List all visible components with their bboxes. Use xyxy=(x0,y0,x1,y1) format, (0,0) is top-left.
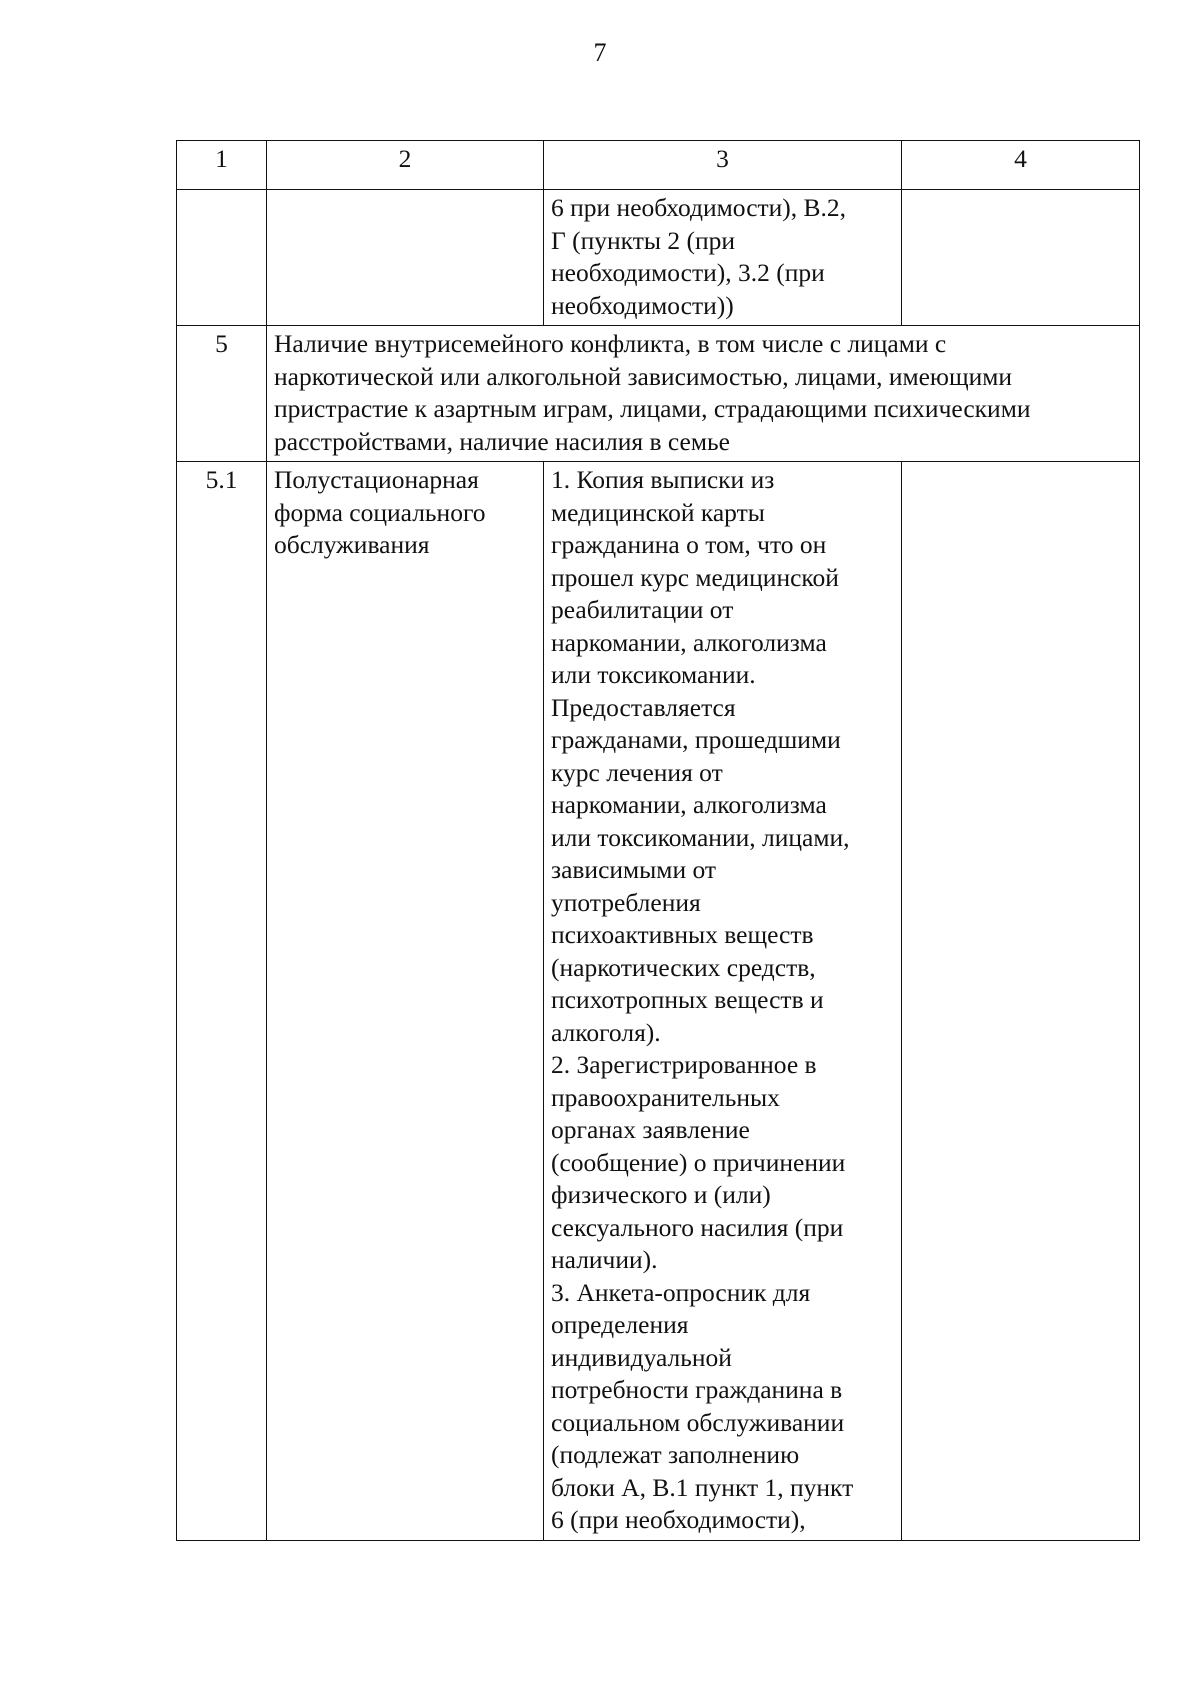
text-line: (наркотических средств, xyxy=(551,952,816,982)
text-line: Г (пункты 2 (при xyxy=(551,225,736,255)
text-line: или токсикомании. xyxy=(551,660,756,689)
notes-cell xyxy=(902,462,1140,1541)
required-documents-cell xyxy=(544,462,902,1541)
text-line: индивидуальной xyxy=(551,1342,732,1372)
text-line: определения xyxy=(551,1310,689,1339)
text-line: 6 при необходимости), В.2, xyxy=(551,193,847,222)
text-line: употребления xyxy=(551,887,701,917)
text-line: прошел курс медицинской xyxy=(551,562,839,592)
subsection-row xyxy=(177,462,1140,1541)
section-row xyxy=(177,326,1140,462)
text-line: 3. Анкета-опросник для xyxy=(551,1277,811,1307)
section-number: 5 xyxy=(177,326,267,462)
header-cell-2: 2 xyxy=(267,141,544,190)
text-line: Предоставляется xyxy=(551,692,736,722)
text-line: зависимыми от xyxy=(551,855,717,884)
text-line: алкоголя). xyxy=(551,1017,661,1047)
header-cell-3: 3 xyxy=(544,141,902,190)
text-line: наркомании, алкоголизма xyxy=(551,790,827,819)
row-cell-form xyxy=(267,190,544,326)
text-line: сексуального насилия (при xyxy=(551,1212,844,1242)
header-cell-1: 1 xyxy=(177,141,267,190)
text-line: пристрастие к азартным играм, лицами, страдающими психическими xyxy=(274,394,1031,423)
table-row xyxy=(177,190,1140,326)
service-form-cell xyxy=(267,462,544,1541)
text-line: обслуживания xyxy=(274,530,430,559)
text-line: курс лечения от xyxy=(551,757,723,787)
text-line: наличии). xyxy=(551,1245,658,1274)
text-line: реабилитации от xyxy=(551,595,734,624)
text-line: физического и (или) xyxy=(551,1180,771,1209)
row-cell-number xyxy=(177,190,267,326)
text-line: форма социального xyxy=(274,497,486,527)
text-line: необходимости), 3.2 (при xyxy=(551,258,825,287)
text-line: 6 (при необходимости), xyxy=(551,1505,806,1534)
row-cell-documents xyxy=(544,190,902,326)
text-line: расстройствами, наличие насилия в семье xyxy=(274,426,730,456)
text-line: органах заявление xyxy=(551,1115,750,1144)
text-line: 2. Зарегистрированное в xyxy=(551,1050,817,1079)
text-line: Полустационарная xyxy=(274,465,479,494)
text-line: Наличие внутрисемейного конфликта, в том числе с лицами с xyxy=(274,329,947,358)
page-number: 7 xyxy=(593,38,607,67)
text-line: психоактивных веществ xyxy=(551,920,814,949)
section-title xyxy=(267,326,1140,462)
text-line: наркотической или алкогольной зависимостью, лицами, имеющими xyxy=(274,361,1013,391)
text-line: наркомании, алкоголизма xyxy=(551,627,827,657)
subsection-number: 5.1 xyxy=(177,462,267,1541)
document-table xyxy=(176,140,1140,1541)
row-cell-notes xyxy=(902,190,1140,326)
table-header-row xyxy=(177,141,1140,190)
text-line: психотропных веществ и xyxy=(551,985,824,1014)
text-line: гражданами, прошедшими xyxy=(551,725,841,754)
text-line: медицинской карты xyxy=(551,497,765,527)
text-line: 1. Копия выписки из xyxy=(551,465,775,494)
text-line: гражданина о том, что он xyxy=(551,530,827,559)
text-line: правоохранительных xyxy=(551,1082,780,1112)
text-line: блоки А, В.1 пункт 1, пункт xyxy=(551,1472,854,1502)
text-line: (подлежат заполнению xyxy=(551,1440,800,1469)
text-line: или токсикомании, лицами, xyxy=(551,822,850,852)
header-cell-4: 4 xyxy=(902,141,1140,190)
text-line: необходимости)) xyxy=(551,290,734,320)
text-line: социальном обслуживании xyxy=(551,1407,845,1437)
text-line: (сообщение) о причинении xyxy=(551,1147,846,1177)
text-line: потребности гражданина в xyxy=(551,1375,843,1404)
